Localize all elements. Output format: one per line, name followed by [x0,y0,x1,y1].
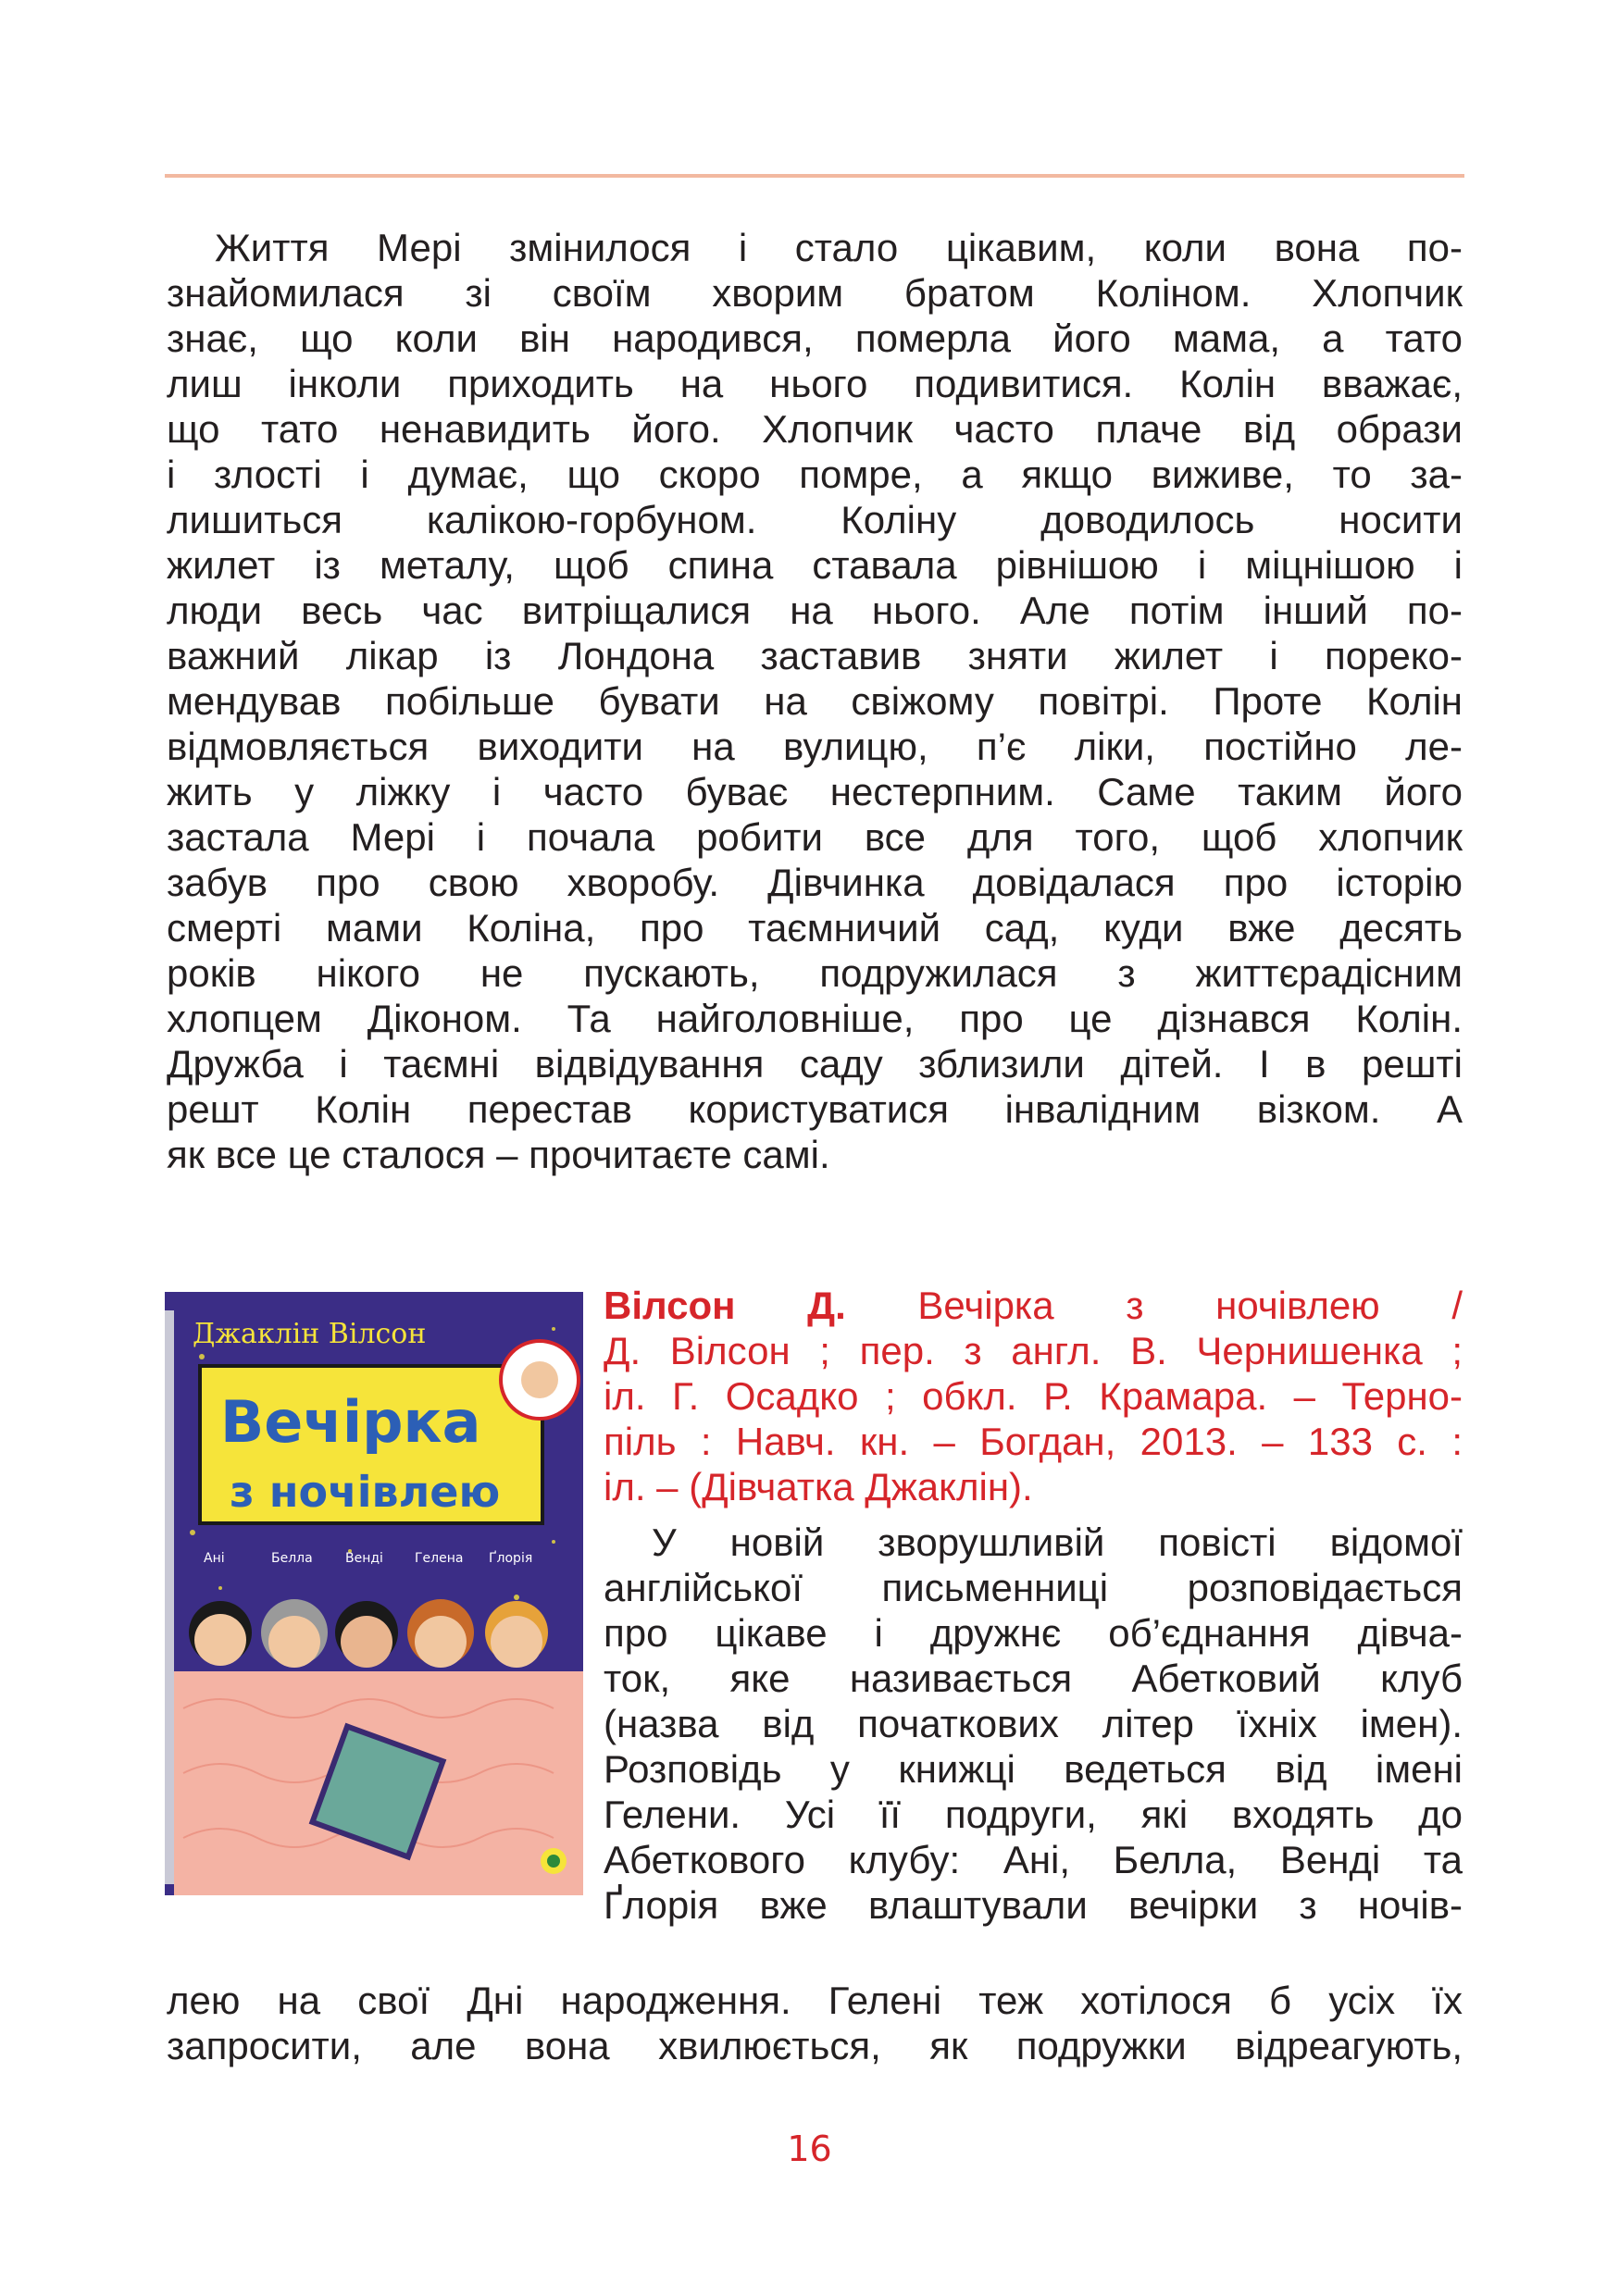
cover-char-name: Ґлорія [489,1551,533,1566]
cover-char-name: Гелена [415,1551,464,1566]
bibliography-line: піль : Навч. кн. – Богдан, 2013. – 133 с. : [604,1420,1463,1463]
page-number: 16 [787,2128,832,2169]
description-paragraph [604,1520,1463,1928]
bibliography-author: Вілсон Д. [604,1284,846,1327]
text-line: лею на свої Дні народження. Гелені теж хотілося б усіх їх [167,1979,1463,2022]
text-line: мендував побільше бувати на свіжому повітрі. Проте Колін [167,679,1463,723]
text-line: Дружба і таємні відвідування саду зблизили дітей. І в решті [167,1042,1463,1086]
text-line: запросити, але вона хвилюється, як подружки відреагують, [167,2024,1463,2067]
text-line: років нікого не пускають, подружилася з життєрадісним [167,951,1463,995]
text-line: що тато ненавидить його. Хлопчик часто плаче від образи [167,407,1463,451]
text-line: ток, яке називається Абетковий клуб [604,1657,1463,1700]
text-line: знайомилася зі своїм хворим братом Коліном. Хлопчик [167,271,1463,315]
text-line: Гелени. Усі її подруги, які входять до [604,1793,1463,1836]
text-line: про цікаве і дружнє об’єднання дівча- [604,1611,1463,1655]
text-line: хлопцем Діконом. Та найголовніше, про це дізнався Колін. [167,997,1463,1040]
cover-char-name: Венді [345,1551,383,1566]
cover-char-name: Белла [271,1551,313,1566]
text-line: (назва від початкових літер їхніх імен). [604,1702,1463,1745]
text-line: У новій зворушливій повісті відомої [652,1520,1463,1564]
cover-title-1: Вечірка [220,1388,481,1456]
text-line: Розповідь у книжці ведеться від імені [604,1747,1463,1791]
bibliography-title: Вечірка з ночівлею / [845,1284,1463,1327]
spiral-binding [165,1310,174,1884]
description-continuation [167,1978,1463,2068]
text-line: Ґлорія вже влаштували вечірки з ночів- [604,1883,1463,1927]
text-line: жить у ліжку і часто буває нестерпним. Саме таким його [167,770,1463,813]
text-line: як все це сталося – прочитаєте самі. [167,1133,830,1176]
book-cover-image [165,1292,583,1895]
book-cover-illustration [165,1292,583,1895]
text-line: важний лікар із Лондона заставив зняти жилет і пореко- [167,634,1463,677]
text-line: відмовляється виходити на вулицю, п’є ліки, постійно ле- [167,725,1463,768]
text-line: застала Мері і почала робити все для того, щоб хлопчик [167,815,1463,859]
text-line: лишиться калікою-горбуном. Коліну доводилось носити [167,498,1463,541]
text-line: знає, що коли він народився, померла його мама, а тато [167,316,1463,360]
text-line: смерті мами Коліна, про таємничий сад, куди вже десять [167,906,1463,949]
bibliography-line: Д. Вілсон ; пер. з англ. В. Чернишенка ; [604,1329,1463,1372]
cover-char-name: Ані [204,1551,225,1566]
bibliography-entry [604,1283,1463,1509]
text-line: забув про свою хворобу. Дівчинка довідалася про історію [167,861,1463,904]
cover-title-2: з ночівлею [230,1467,501,1517]
main-paragraph [167,225,1463,1177]
cover-author: Джаклін Вілсон [193,1318,427,1350]
text-line: люди весь час витріщалися на нього. Але потім інший по- [167,589,1463,632]
header-rule [165,174,1464,178]
text-line: жилет із металу, щоб спина ставала рівнішою і міцнішою і [167,543,1463,587]
bibliography-line: іл. Г. Осадко ; обкл. Р. Крамара. – Терно- [604,1374,1463,1418]
text-line: лиш інколи приходить на нього подивитися. Колін вважає, [167,362,1463,405]
text-line: Абеткового клубу: Ані, Белла, Венді та [604,1838,1463,1881]
bibliography-line: іл. – (Дівчатка Джаклін). [604,1465,1033,1508]
text-line: і злості і думає, що скоро помре, а якщо виживе, то за- [167,453,1463,496]
text-line: Життя Мері змінилося і стало цікавим, коли вона по- [215,226,1463,269]
text-line: англійської письменниці розповідається [604,1566,1463,1609]
text-line: решт Колін перестав користуватися інвалідним візком. А [167,1087,1463,1131]
